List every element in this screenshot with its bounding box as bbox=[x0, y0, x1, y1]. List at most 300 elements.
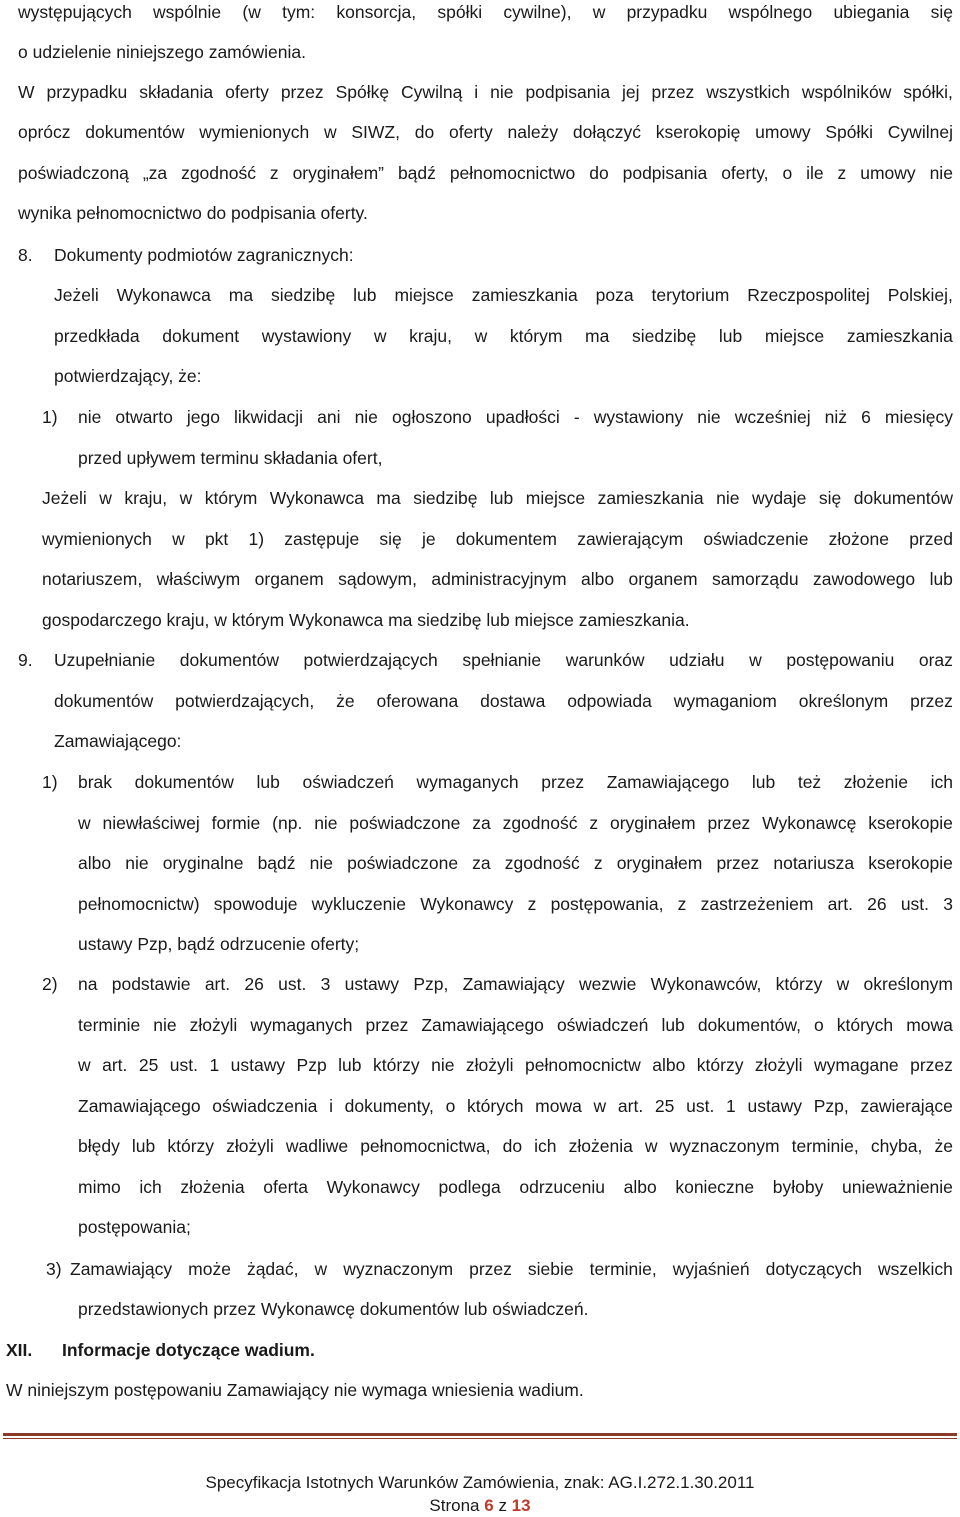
word: spowoduje bbox=[213, 893, 298, 914]
text-line bbox=[78, 405, 953, 429]
word: pełnomocnictwo bbox=[449, 162, 576, 183]
word: postępowaniu bbox=[786, 650, 895, 670]
word: ust. bbox=[900, 893, 930, 914]
text-line bbox=[78, 1134, 953, 1158]
word: W bbox=[18, 82, 35, 102]
word: upadłości bbox=[485, 407, 560, 427]
word: wykluczenie bbox=[311, 893, 407, 914]
page-label: Strona bbox=[429, 1496, 480, 1515]
word: dokumentem bbox=[455, 528, 557, 549]
word: udziału bbox=[669, 650, 725, 670]
word: Wykonawcy bbox=[326, 1176, 420, 1197]
word: Jeżeli bbox=[42, 488, 87, 508]
word: wymaganych bbox=[250, 1014, 353, 1035]
word: oferty bbox=[225, 82, 269, 102]
word: albo bbox=[78, 853, 112, 873]
word: terminie, bbox=[791, 1136, 859, 1156]
word: w bbox=[99, 488, 112, 508]
word: przed bbox=[909, 528, 953, 549]
word: oryginalne bbox=[162, 853, 244, 873]
word: siedzibę bbox=[631, 325, 697, 346]
text-line bbox=[78, 851, 953, 875]
word: ani bbox=[317, 407, 341, 427]
word: przez bbox=[541, 772, 585, 792]
word: w bbox=[323, 122, 337, 143]
word: ust. bbox=[686, 1095, 715, 1116]
word: Polskiej, bbox=[887, 285, 953, 305]
word: z bbox=[593, 853, 603, 873]
word: należy bbox=[507, 122, 559, 143]
word: 1 bbox=[726, 1095, 736, 1116]
word: poświadczone bbox=[349, 812, 461, 833]
word: albo bbox=[652, 1055, 686, 1075]
word: niewłaściwej bbox=[102, 812, 200, 833]
word: wymaganych bbox=[416, 772, 519, 792]
word: spółki, bbox=[903, 82, 953, 102]
word: i bbox=[474, 82, 479, 102]
word: oferowana bbox=[376, 690, 459, 711]
word: którym bbox=[509, 325, 563, 346]
word: przedkłada bbox=[54, 325, 140, 346]
word: dokumentów bbox=[179, 650, 279, 670]
word: podpisania bbox=[525, 82, 611, 102]
word: występujących bbox=[18, 2, 132, 22]
word: Rzeczpospolitej bbox=[747, 285, 870, 305]
text-line bbox=[42, 527, 953, 551]
word: kserokopie bbox=[868, 812, 953, 833]
text-line: postępowania; bbox=[78, 1217, 191, 1237]
word: błędy bbox=[78, 1136, 120, 1156]
word: złożenie bbox=[843, 772, 909, 792]
text-line: przedstawionych przez Wykonawcę dokumentów lub oświadczeń. bbox=[78, 1299, 589, 1319]
word: z bbox=[837, 162, 847, 183]
word: ustawy bbox=[747, 1095, 802, 1116]
word: Spółkę bbox=[335, 82, 390, 102]
word: postępowania, bbox=[550, 893, 664, 914]
word: terminie, bbox=[589, 1259, 657, 1279]
word: tym: bbox=[282, 2, 316, 22]
text-line: W niniejszym postępowaniu Zamawiający nie wymaga wniesienia wadium. bbox=[6, 1380, 584, 1400]
word: siebie bbox=[527, 1259, 574, 1279]
page-current: 6 bbox=[484, 1496, 494, 1515]
word: wyznaczonym bbox=[343, 1259, 454, 1279]
text-line: gospodarczego kraju, w którym Wykonawca ma siedzibę lub miejsce zamieszkania. bbox=[42, 609, 690, 630]
word: 3 bbox=[320, 974, 331, 994]
word: za bbox=[472, 812, 491, 833]
word: 26 bbox=[244, 974, 264, 994]
word: Wykonawcy bbox=[420, 893, 514, 914]
word: jego bbox=[186, 407, 220, 427]
word: którzy bbox=[372, 1055, 420, 1075]
word: warunków bbox=[565, 650, 645, 670]
word: złożyli bbox=[754, 1055, 803, 1075]
text-line bbox=[78, 972, 953, 996]
word: ma bbox=[376, 488, 401, 508]
word: nie bbox=[431, 1055, 455, 1075]
word: oraz bbox=[918, 650, 953, 670]
word: umowy bbox=[755, 122, 811, 143]
word: zastępuje bbox=[284, 528, 360, 549]
word: albo bbox=[580, 569, 615, 589]
text-line bbox=[42, 486, 953, 510]
word: dostawa bbox=[480, 690, 546, 711]
word: w bbox=[314, 1259, 328, 1279]
text-line bbox=[70, 1257, 953, 1281]
word: ma bbox=[585, 325, 610, 346]
word: samorządu bbox=[711, 569, 799, 589]
text-line bbox=[78, 1175, 953, 1199]
word: wydaje bbox=[751, 488, 807, 508]
word: dołączyć bbox=[572, 122, 641, 143]
word: 1 bbox=[209, 1055, 220, 1075]
word: składania bbox=[139, 82, 214, 102]
word: notariusza bbox=[773, 853, 855, 873]
word: których bbox=[836, 1014, 894, 1035]
word: za bbox=[472, 853, 491, 873]
footer-spec: Specyfikacja Istotnych Warunków Zamówienia, znak: AG.I.272.1.30.2011 bbox=[205, 1473, 755, 1492]
word: kraju, bbox=[124, 488, 168, 508]
word: 6 bbox=[861, 407, 871, 427]
word: nie bbox=[153, 1014, 177, 1035]
word: którym bbox=[204, 488, 258, 508]
word: wyznaczonym bbox=[669, 1136, 780, 1156]
word: podstawie bbox=[111, 974, 191, 994]
word: oprócz bbox=[18, 122, 71, 143]
word: je bbox=[421, 528, 436, 549]
word: Uzupełnianie bbox=[54, 650, 156, 670]
word: ust. bbox=[169, 1055, 198, 1075]
word: terytorium bbox=[651, 285, 730, 305]
text-line: przed upływem terminu składania ofert, bbox=[78, 447, 383, 468]
word: 1) bbox=[248, 528, 265, 549]
word: pełnomocnictw) bbox=[78, 893, 200, 914]
word: miesięcy bbox=[884, 407, 953, 427]
word: ustawy bbox=[344, 974, 400, 994]
word: zgodność bbox=[181, 162, 256, 183]
word: dotyczących bbox=[765, 1259, 862, 1279]
word: dokumentów bbox=[54, 690, 154, 711]
word: pełnomocnictw bbox=[525, 1055, 641, 1075]
word: w bbox=[179, 488, 193, 508]
text-line bbox=[78, 1094, 953, 1118]
word: z bbox=[677, 893, 687, 914]
word: kserokopię bbox=[655, 122, 741, 143]
word: oświadczenie bbox=[703, 528, 809, 549]
word: o bbox=[445, 1095, 456, 1116]
word: że bbox=[934, 1136, 953, 1156]
word: Cywilną bbox=[401, 82, 463, 102]
word: w bbox=[644, 1136, 658, 1156]
word: spełnianie bbox=[462, 650, 542, 670]
word: Pzp, bbox=[813, 1095, 849, 1116]
word: potwierdzających bbox=[303, 650, 438, 670]
word: zgodność bbox=[502, 812, 578, 833]
word: w bbox=[78, 812, 91, 833]
word: Wykonawców, bbox=[650, 974, 762, 994]
word: 3 bbox=[943, 893, 953, 914]
word: lub bbox=[256, 772, 280, 792]
page-sep: z bbox=[498, 1496, 507, 1515]
word: wadliwe bbox=[285, 1136, 349, 1156]
word: o bbox=[813, 1014, 824, 1035]
word: się bbox=[930, 2, 953, 22]
word: zawierające bbox=[860, 1095, 953, 1116]
text-line: ustawy Pzp, bądź odrzucenie oferty; bbox=[78, 934, 360, 954]
list-number: XII. bbox=[6, 1340, 33, 1360]
word: ich bbox=[139, 1176, 162, 1197]
text-line bbox=[78, 892, 953, 916]
word: przypadku bbox=[626, 2, 708, 22]
word: Zamawiającego bbox=[78, 1095, 201, 1116]
word: wspólnie bbox=[153, 2, 222, 22]
word: art. bbox=[617, 1095, 644, 1116]
word: ust. bbox=[278, 974, 307, 994]
word: mowa bbox=[535, 1095, 582, 1116]
word: pkt bbox=[204, 528, 229, 549]
text-line bbox=[54, 689, 953, 713]
word: oświadczeń bbox=[302, 772, 394, 792]
text-line: Informacje dotyczące wadium. bbox=[62, 1340, 315, 1360]
word: wszystkich bbox=[706, 82, 790, 102]
word: Wykonawca bbox=[116, 285, 211, 305]
text-line: Dokumenty podmiotów zagranicznych: bbox=[54, 245, 354, 265]
text-line: Zamawiającego: bbox=[54, 731, 182, 751]
word: oryginałem” bbox=[292, 162, 385, 183]
word: zgodność bbox=[504, 853, 580, 873]
word: wezwie bbox=[579, 974, 637, 994]
word: Zamawiający bbox=[70, 1259, 173, 1279]
text-line bbox=[54, 324, 953, 348]
word: w bbox=[373, 325, 387, 346]
word: nie bbox=[78, 407, 102, 427]
word: dokumenty, bbox=[344, 1095, 434, 1116]
word: odpowiada bbox=[567, 690, 652, 711]
word: w bbox=[749, 650, 762, 670]
word: oferty, bbox=[721, 162, 769, 183]
word: SIWZ, bbox=[351, 122, 400, 143]
word: wymagane bbox=[814, 1055, 899, 1075]
word: złożyli bbox=[465, 1055, 514, 1075]
word: (w bbox=[242, 2, 261, 22]
word: oryginałem bbox=[609, 812, 696, 833]
word: z bbox=[269, 162, 279, 183]
word: ich bbox=[930, 772, 953, 792]
word: w bbox=[78, 1055, 91, 1075]
word: dokumentów bbox=[134, 772, 234, 792]
text-line bbox=[18, 0, 953, 24]
word: wspólników bbox=[801, 82, 892, 102]
word: nie bbox=[490, 82, 514, 102]
word: cywilne), bbox=[503, 2, 572, 22]
word: do bbox=[589, 162, 609, 183]
word: bądź bbox=[257, 853, 296, 873]
word: ogłoszono bbox=[391, 407, 472, 427]
word: i bbox=[329, 1095, 333, 1116]
word: konieczne bbox=[675, 1176, 755, 1197]
word: mowa bbox=[906, 1014, 953, 1035]
word: złożenia bbox=[180, 1176, 245, 1197]
word: lub bbox=[131, 1136, 156, 1156]
word: Wykonawca bbox=[269, 488, 364, 508]
footer-rule-thick bbox=[3, 1433, 957, 1436]
word: „za bbox=[142, 162, 168, 183]
list-number: 2) bbox=[42, 974, 58, 994]
word: lub bbox=[751, 772, 776, 792]
word: złożyli bbox=[226, 1136, 274, 1156]
text-line bbox=[54, 283, 953, 307]
text-line bbox=[78, 1053, 953, 1077]
word: Zamawiającego bbox=[606, 772, 730, 792]
word: lub bbox=[929, 569, 953, 589]
word: ustawy bbox=[230, 1055, 286, 1075]
word: poza bbox=[595, 285, 634, 305]
word: w bbox=[172, 528, 185, 549]
word: niż bbox=[824, 407, 848, 427]
text-line: o udzielenie niniejszego zamówienia. bbox=[18, 42, 306, 62]
word: lub bbox=[353, 285, 377, 305]
word: którzy bbox=[775, 974, 823, 994]
word: oświadczeń bbox=[556, 1014, 649, 1035]
word: administracyjnym bbox=[431, 569, 567, 589]
word: albo bbox=[623, 1176, 657, 1197]
word: ma bbox=[228, 285, 254, 305]
word: - bbox=[573, 407, 580, 427]
word: 26 bbox=[867, 893, 887, 914]
text-line bbox=[42, 567, 953, 591]
word: przez bbox=[651, 82, 695, 102]
word: Pzp bbox=[296, 1055, 327, 1075]
word: określonym bbox=[798, 690, 889, 711]
word: spółki bbox=[437, 2, 483, 22]
word: wymienionych bbox=[199, 122, 310, 143]
word: w bbox=[474, 325, 488, 346]
word: którzy bbox=[696, 1055, 744, 1075]
word: o bbox=[782, 162, 793, 183]
word: miejsce bbox=[764, 325, 825, 346]
word: kraju, bbox=[409, 325, 452, 346]
text-line bbox=[18, 120, 953, 144]
text-line: wynika pełnomocnictwo do podpisania oferty. bbox=[18, 202, 368, 223]
word: Wykonawcę bbox=[762, 812, 857, 833]
word: w bbox=[592, 2, 606, 22]
list-number: 1) bbox=[42, 772, 58, 792]
word: wyjaśnień bbox=[672, 1259, 750, 1279]
word: ile bbox=[806, 162, 824, 183]
word: podpisania bbox=[622, 162, 708, 183]
word: art. bbox=[102, 1055, 128, 1075]
text-line bbox=[78, 1013, 953, 1037]
word: do bbox=[414, 122, 435, 143]
word: oferta bbox=[263, 1176, 308, 1197]
word: którzy bbox=[167, 1136, 215, 1156]
word: art. bbox=[827, 893, 853, 914]
word: jej bbox=[622, 82, 640, 102]
word: Cywilnej bbox=[887, 122, 953, 143]
word: wystawiony bbox=[261, 325, 352, 346]
word: siedzibę bbox=[271, 285, 336, 305]
text-line bbox=[78, 770, 953, 794]
word: dokumentów, bbox=[697, 1014, 801, 1035]
word: zastrzeżeniem bbox=[700, 893, 814, 914]
word: nie bbox=[354, 407, 378, 427]
word: (np. bbox=[272, 812, 303, 833]
word: z bbox=[589, 812, 599, 833]
word: umowy bbox=[860, 162, 916, 183]
word: przez bbox=[365, 1014, 409, 1035]
word: przez bbox=[469, 1259, 512, 1279]
word: odrzuceniu bbox=[519, 1176, 605, 1197]
word: wszelkich bbox=[877, 1259, 953, 1279]
word: nie bbox=[125, 853, 149, 873]
word: lub bbox=[489, 488, 514, 508]
word: zamieszkania bbox=[597, 488, 704, 508]
word: zamieszkania bbox=[471, 285, 578, 305]
word: Spółki bbox=[825, 122, 874, 143]
word: ubiegania bbox=[833, 2, 910, 22]
word: zawierającym bbox=[577, 528, 684, 549]
word: art. bbox=[204, 974, 231, 994]
word: do bbox=[502, 1136, 523, 1156]
word: Zamawiającego bbox=[421, 1014, 544, 1035]
word: notariuszem, bbox=[42, 569, 143, 589]
word: terminie bbox=[78, 1014, 141, 1035]
word: może bbox=[188, 1259, 231, 1279]
word: lub bbox=[718, 325, 743, 346]
text-line bbox=[18, 80, 953, 104]
text-line bbox=[18, 161, 953, 185]
word: przypadku bbox=[46, 82, 128, 102]
word: byłoby bbox=[772, 1176, 824, 1197]
word: mimo bbox=[78, 1176, 121, 1197]
word: wcześniej bbox=[734, 407, 811, 427]
word: przez bbox=[910, 1055, 953, 1075]
word: miejsce bbox=[394, 285, 454, 305]
word: kserokopie bbox=[868, 853, 953, 873]
word: oświadczenia bbox=[212, 1095, 318, 1116]
word: określonym bbox=[863, 974, 953, 994]
word: poświadczoną bbox=[18, 162, 129, 183]
word: organem bbox=[254, 569, 324, 589]
word: nie bbox=[716, 488, 740, 508]
word: chyba, bbox=[870, 1136, 923, 1156]
word: dokumentów bbox=[853, 488, 953, 508]
word: dokumentów bbox=[85, 122, 185, 143]
word: żądać, bbox=[246, 1259, 299, 1279]
word: przez bbox=[280, 82, 324, 102]
word: lub bbox=[661, 1014, 685, 1035]
page-total: 13 bbox=[511, 1496, 531, 1515]
word: wymienionych bbox=[42, 528, 152, 549]
word: zawodowego bbox=[812, 569, 916, 589]
word: konsorcja, bbox=[336, 2, 417, 22]
word: złożenia bbox=[568, 1136, 633, 1156]
word: brak bbox=[78, 772, 113, 792]
word: w bbox=[593, 1095, 607, 1116]
word: formie bbox=[211, 812, 261, 833]
word: pełnomocnictwa, bbox=[360, 1136, 491, 1156]
word: 25 bbox=[654, 1095, 675, 1116]
word: nie bbox=[309, 853, 334, 873]
word: potwierdzających, bbox=[175, 690, 315, 711]
word: Jeżeli bbox=[54, 285, 99, 305]
word: oferty bbox=[448, 122, 493, 143]
word: sądowym, bbox=[338, 569, 417, 589]
word: 25 bbox=[138, 1055, 159, 1075]
word: nie bbox=[929, 162, 953, 183]
word: przez bbox=[716, 853, 760, 873]
word: złożyli bbox=[189, 1014, 238, 1035]
footer-rule-thin bbox=[3, 1438, 957, 1439]
